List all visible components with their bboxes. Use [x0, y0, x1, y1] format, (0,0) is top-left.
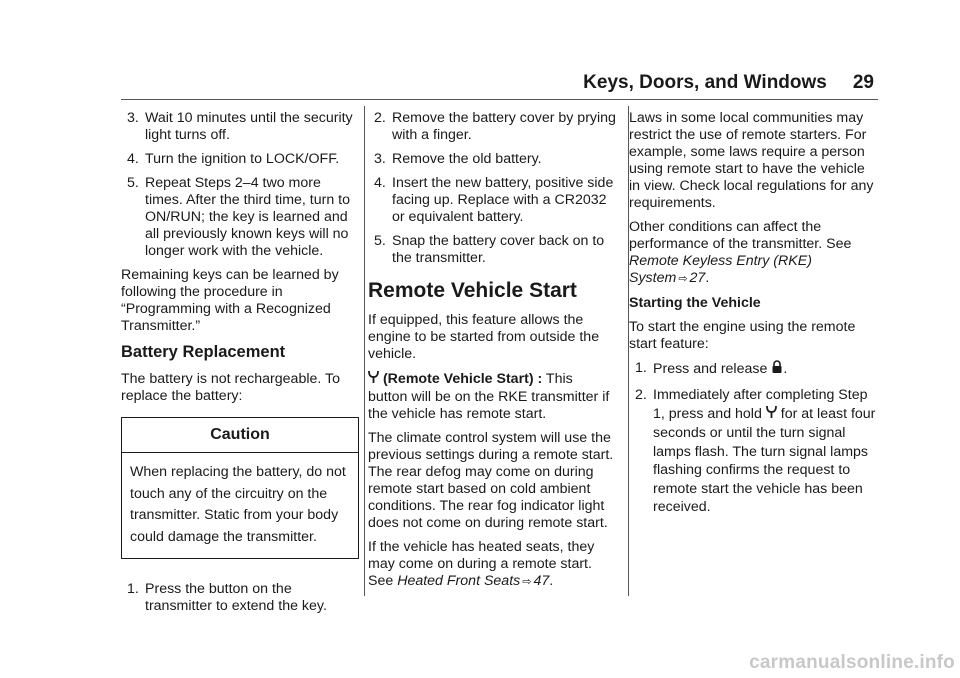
- list-item: 5. Snap the battery cover back on to the transmitter.: [374, 233, 605, 266]
- page-header: [583, 72, 874, 94]
- caution-box: [121, 417, 359, 559]
- section-heading: Remote Vehicle Start: [368, 279, 577, 302]
- list-item: 3. Remove the old battery.: [374, 151, 542, 167]
- paragraph: The climate control system will use the previous settings during a remote start. The rear defog may come on during remote start based on cold ambient conditions. The rear fog indicator light does not come on during remote start.: [368, 430, 614, 531]
- cross-reference-link[interactable]: Remote Keyless Entry (RKE) System: [629, 253, 812, 286]
- page-number: 29: [852, 72, 874, 93]
- battery-steps: [121, 581, 359, 615]
- paragraph: [368, 370, 616, 423]
- rvs-label: (Remote Vehicle Start) :: [382, 371, 543, 387]
- list-item: 5. Repeat Steps 2–4 two more times. After the third time, turn to ON/RUN; the key is learned and all previously known keys will no longer work with the vehicle.: [127, 175, 351, 259]
- page-ref-arrow-icon: ⇨: [678, 273, 688, 285]
- header-rule: [121, 99, 878, 100]
- caution-title: Caution: [122, 418, 358, 453]
- cross-reference-link[interactable]: Heated Front Seats: [397, 573, 521, 589]
- paragraph: If equipped, this feature allows the engine to be started from outside the vehicle.: [368, 312, 600, 362]
- list-item: 4. Insert the new battery, positive side facing up. Replace with a CR2032 or equivalent battery.: [374, 175, 614, 225]
- page-ref-arrow-icon: ⇨: [522, 576, 532, 588]
- paragraph: The battery is not rechargeable. To replace the battery:: [121, 371, 340, 404]
- remote-start-icon: [766, 405, 777, 425]
- list-item: 2. Immediately after completing Step 1, press and hold for at least four seconds or until the turn signal lamps flash. The turn signal lamps flashing confirms the request to remote start the vehicle has been received.: [635, 387, 876, 515]
- column-divider: [364, 106, 365, 596]
- watermark: carmanualsonline.info: [749, 652, 955, 673]
- page-ref[interactable]: 47: [533, 573, 550, 589]
- start-steps: [629, 360, 879, 517]
- rvs-text: This button will be on the RKE transmitter if the vehicle has remote start.: [368, 371, 610, 422]
- caution-text: When replacing the battery, do not touch any of the circuitry on the transmitter. Static from your body could damage the transmitter.: [130, 464, 346, 545]
- column-3: [629, 110, 879, 524]
- list-item: 3. Wait 10 minutes until the security light turns off.: [127, 110, 353, 143]
- list-item: 1. Press and release .: [635, 360, 788, 377]
- section-title: Keys, Doors, and Windows: [583, 72, 827, 93]
- list-item: 2. Remove the battery cover by prying with a finger.: [374, 110, 616, 143]
- page-ref[interactable]: 27: [689, 270, 706, 286]
- paragraph: Remaining keys can be learned by following the procedure in “Programming with a Recognized Transmitter.”: [121, 267, 339, 334]
- paragraph: If the vehicle has heated seats, they may come on during a remote start. See Heated Front Seats ⇨ 47.: [368, 539, 595, 589]
- lock-icon: [771, 360, 783, 379]
- list-item: 1. Press the button on the transmitter to extend the key.: [127, 581, 327, 614]
- paragraph: To start the engine using the remote start feature:: [629, 319, 856, 352]
- key-learning-steps: [121, 110, 359, 260]
- subheading: Starting the Vehicle: [629, 295, 761, 311]
- remote-start-icon: [368, 370, 379, 389]
- paragraph: Other conditions can affect the performance of the transmitter. See Remote Keyless Entry (RKE) System ⇨ 27.: [629, 219, 852, 286]
- list-item: 4. Turn the ignition to LOCK/OFF.: [127, 151, 340, 167]
- column-1: [121, 110, 359, 622]
- section-heading: Battery Replacement: [121, 343, 286, 361]
- paragraph: Laws in some local communities may restrict the use of remote starters. For example, some laws require a person using remote start to have the vehicle in view. Check local regulations for any requirements.: [629, 110, 874, 211]
- column-2: [368, 110, 616, 598]
- battery-steps-continued: [368, 110, 616, 267]
